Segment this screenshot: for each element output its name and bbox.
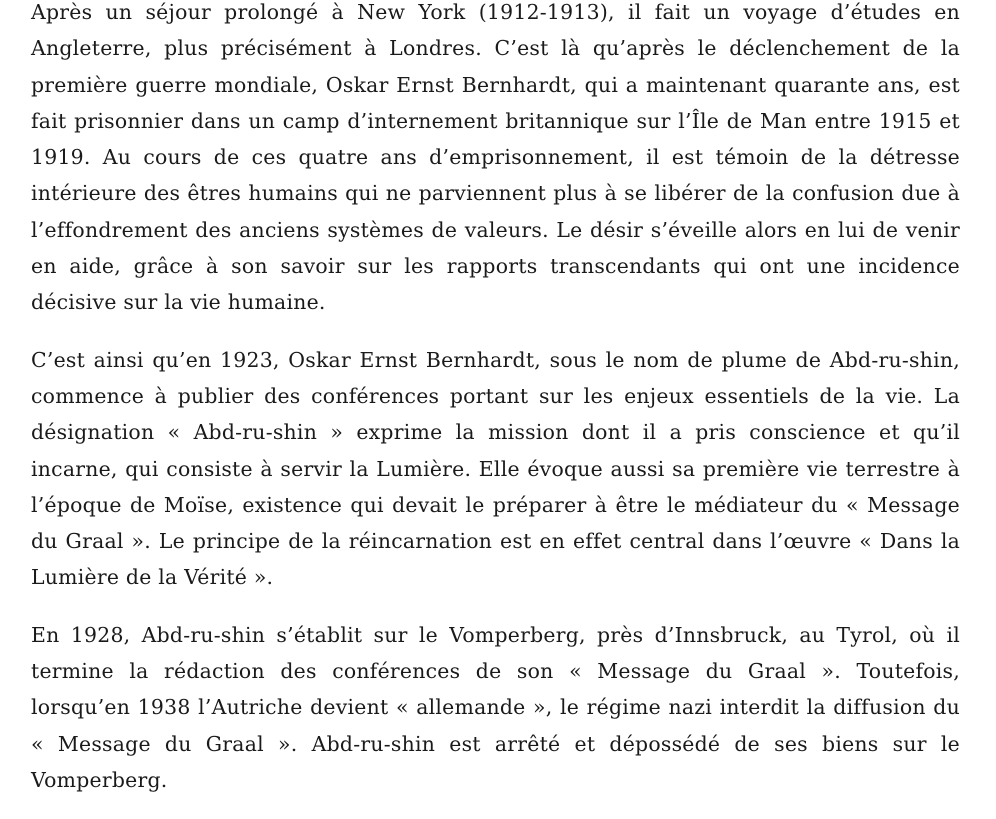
paragraph-internment: Après un séjour prolongé à New York (1912-1913), il fait un voyage d’études en Angleterre, plus précisément à Londres. C’est là qu’après le déclenchement de la première guerre mondiale, Oskar Ernst Bernhardt, qui a maintenant quarante ans, est fait prisonnier dans un camp d’internement britannique sur l’Île de Man entre 1915 et 1919. Au cours de ces quatre ans d’emprisonnement, il est témoin de la détresse intérieure des êtres humains qui ne parviennent plus à se libérer de la confusion due à l’effondrement des anciens systèmes de valeurs. Le désir s’éveille alors en lui de venir en aide, grâce à son savoir sur les rapports transcendants qui ont une incidence décisive sur la vie humaine. [31,0,960,315]
paragraph-vomperberg: En 1928, Abd-ru-shin s’établit sur le Vomperberg, près d’Innsbruck, au Tyrol, où il termine la rédaction des conférences de son « Message du Graal ». Toutefois, lorsqu’en 1938 l’Autriche devient « allemande », le régime nazi interdit la diffusion du « Message du Graal ». Abd-ru-shin est arrêté et dépossédé de ses biens sur le Vomperberg. [31,622,960,792]
article-body [31,0,960,819]
paragraph-pen-name: C’est ainsi qu’en 1923, Oskar Ernst Bernhardt, sous le nom de plume de Abd-ru-shin, commence à publier des conférences portant sur les enjeux essentiels de la vie. La désignation « Abd-ru-shin » exprime la mission dont il a pris conscience et qu’il incarne, qui consiste à servir la Lumière. Elle évoque aussi sa première vie terrestre à l’époque de Moïse, existence qui devait le préparer à être le médiateur du « Message du Graal ». Le principe de la réincarnation est en effet central dans l’œuvre « Dans la Lumière de la Vérité ». [31,347,960,590]
